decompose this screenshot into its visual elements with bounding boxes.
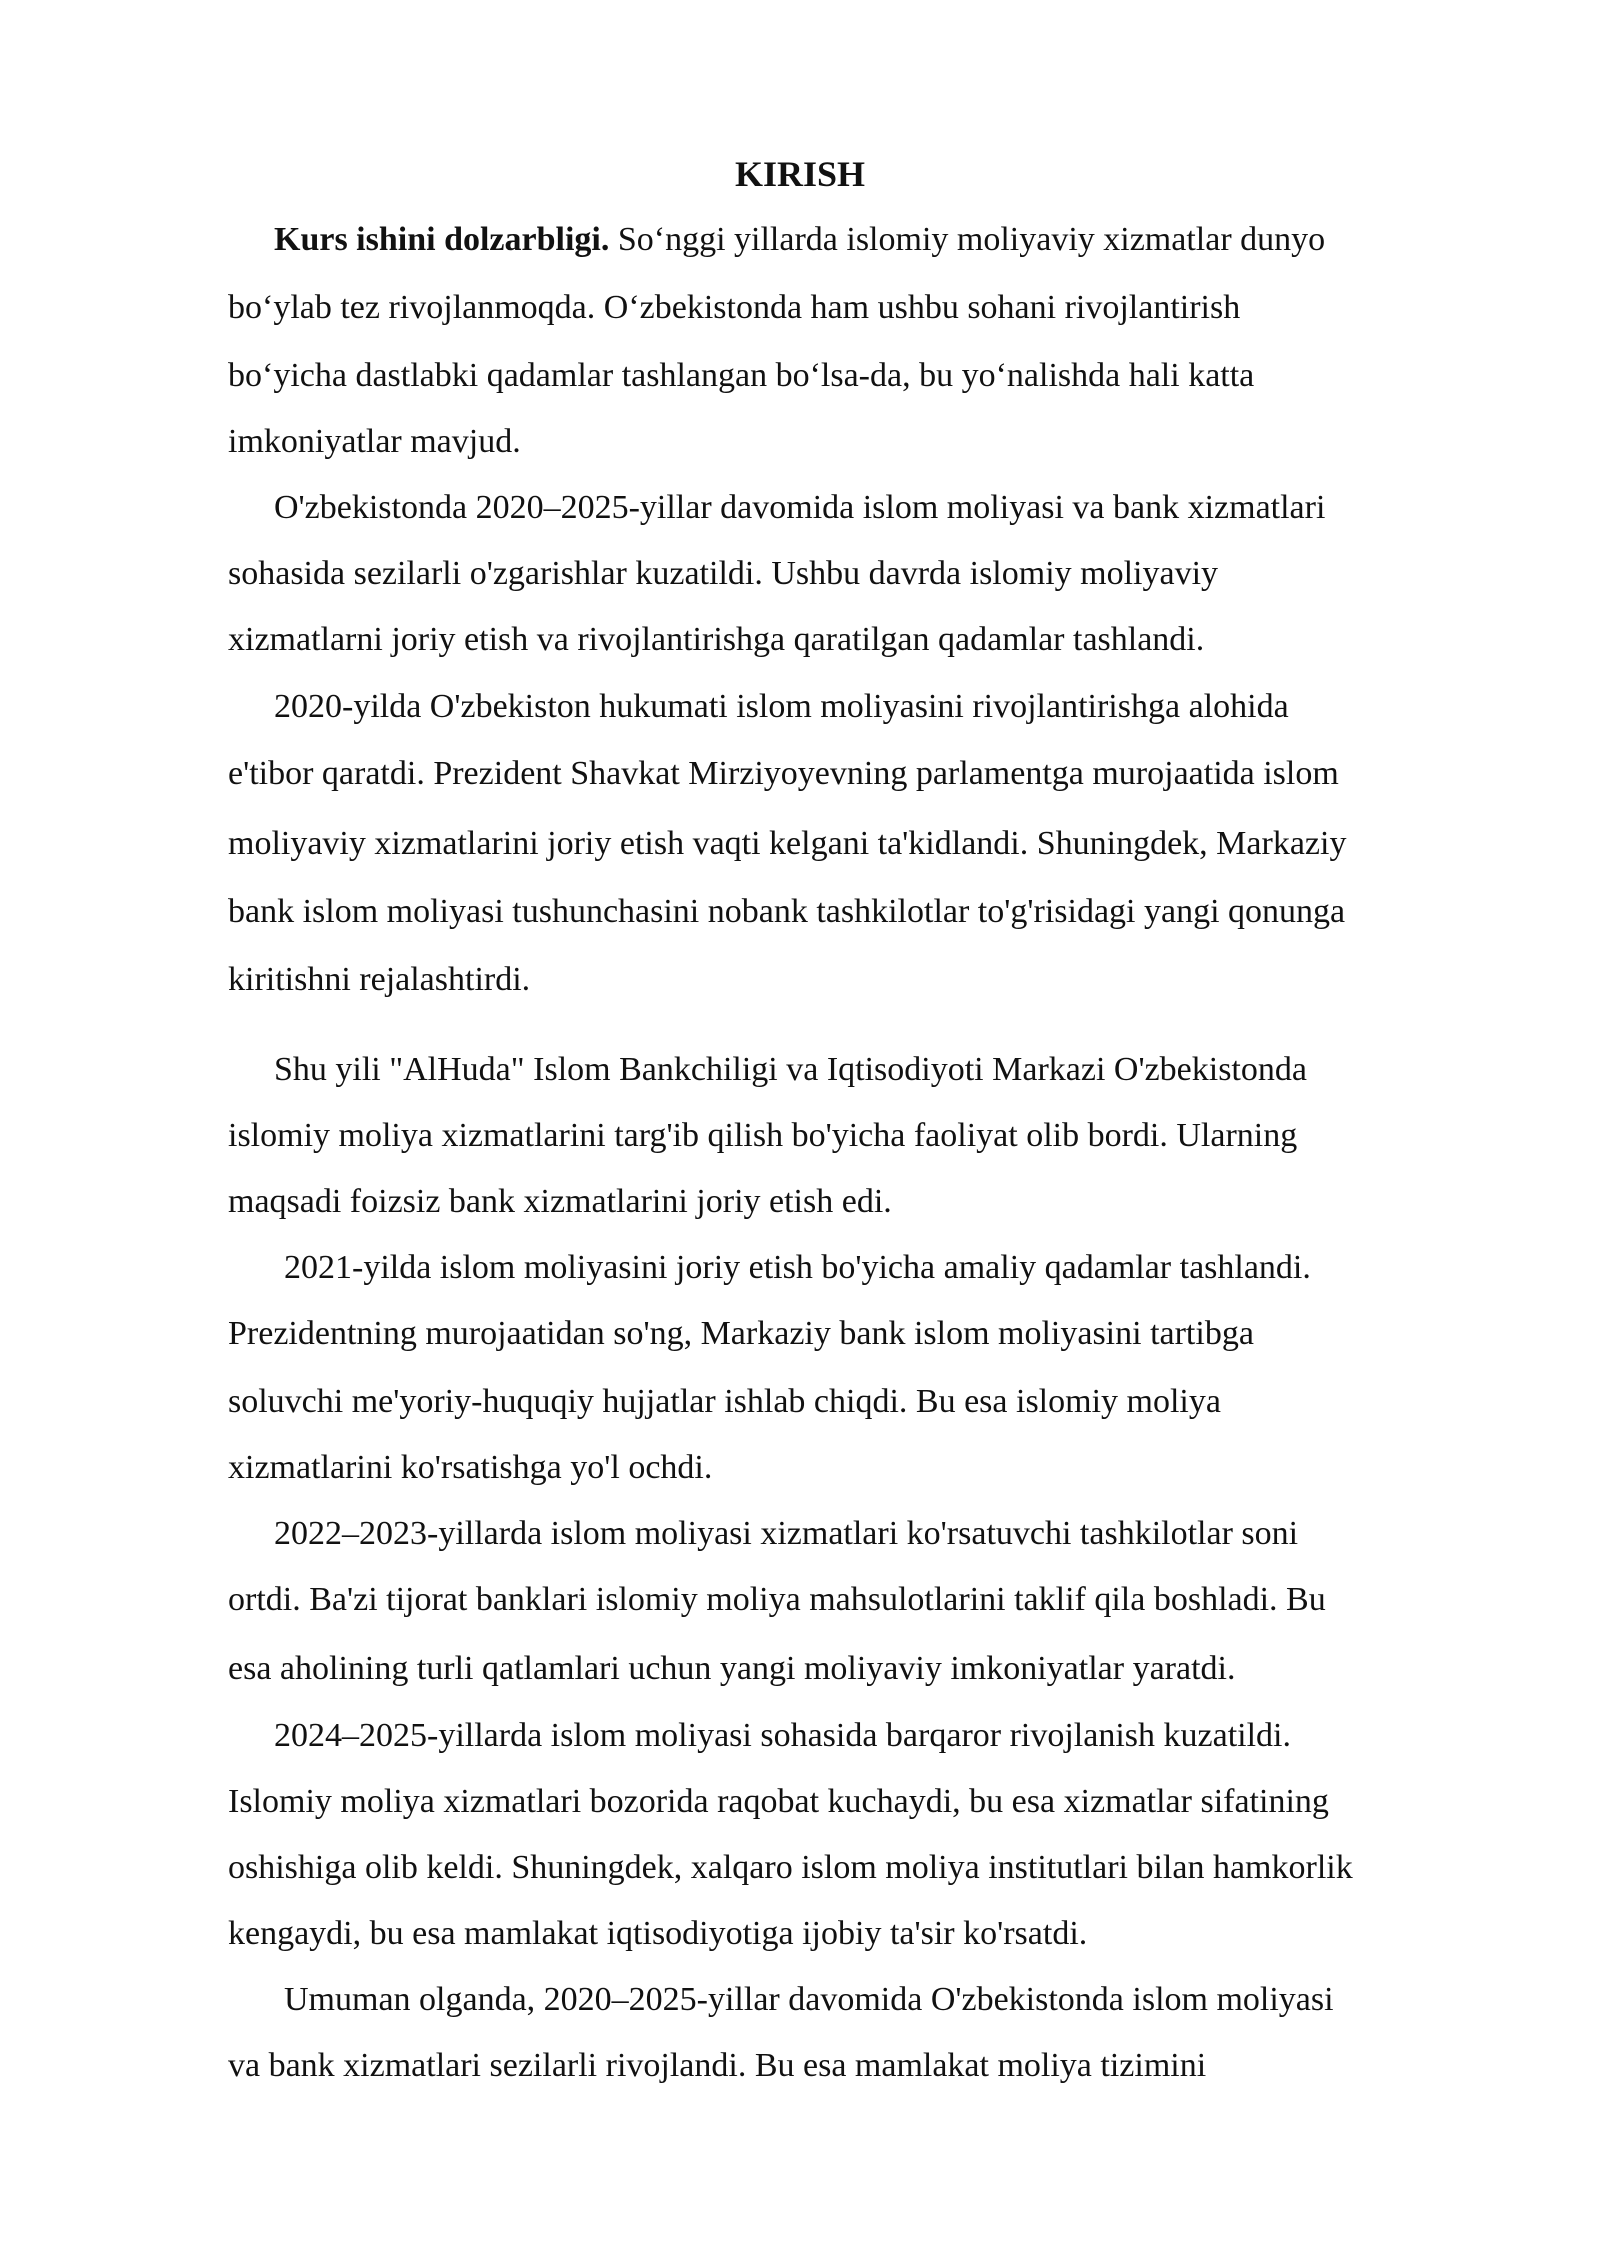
paragraph-line: Umuman olganda, 2020–2025-yillar davomida O'zbekistonda islom moliyasi xyxy=(284,1981,1334,2018)
paragraph-line: va bank xizmatlari sezilarli rivojlandi. Bu esa mamlakat moliya tizimini xyxy=(228,2047,1207,2084)
paragraph-line: 2020-yilda O'zbekiston hukumati islom moliyasini rivojlantirishga alohida xyxy=(274,688,1289,725)
paragraph-line: maqsadi foizsiz bank xizmatlarini joriy etish edi. xyxy=(228,1183,892,1220)
paragraph-line: islomiy moliya xizmatlarini targ'ib qilish bo'yicha faoliyat olib bordi. Ularning xyxy=(228,1117,1298,1154)
paragraph-line: ortdi. Ba'zi tijorat banklari islomiy moliya mahsulotlarini taklif qila boshladi. Bu xyxy=(228,1581,1326,1618)
paragraph-line: xizmatlarini ko'rsatishga yo'l ochdi. xyxy=(228,1449,713,1486)
paragraph-line: kengaydi, bu esa mamlakat iqtisodiyotiga ijobiy ta'sir ko'rsatdi. xyxy=(228,1915,1088,1952)
paragraph-line: oshishiga olib keldi. Shuningdek, xalqaro islom moliya institutlari bilan hamkorlik xyxy=(228,1849,1353,1886)
lead-bold-text: Kurs ishini dolzarbligi. xyxy=(274,221,610,258)
paragraph-line: Shu yili "AlHuda" Islom Bankchiligi va Iqtisodiyoti Markazi O'zbekistonda xyxy=(274,1051,1307,1088)
paragraph-line: moliyaviy xizmatlarini joriy etish vaqti kelgani ta'kidlandi. Shuningdek, Markaziy xyxy=(228,825,1347,862)
paragraph-line: e'tibor qaratdi. Prezident Shavkat Mirziyoyevning parlamentga murojaatida islom xyxy=(228,755,1339,792)
paragraph-line: Islomiy moliya xizmatlari bozorida raqobat kuchaydi, bu esa xizmatlar sifatining xyxy=(228,1783,1329,1820)
paragraph-line: esa aholining turli qatlamlari uchun yangi moliyaviy imkoniyatlar yaratdi. xyxy=(228,1650,1236,1687)
lead-line-text: So‘nggi yillarda islomiy moliyaviy xizmatlar dunyo xyxy=(609,221,1326,258)
paragraph-line: 2021-yilda islom moliyasini joriy etish bo'yicha amaliy qadamlar tashlandi. xyxy=(284,1249,1311,1286)
paragraph-line: soluvchi me'yoriy-huquqiy hujjatlar ishlab chiqdi. Bu esa islomiy moliya xyxy=(228,1383,1221,1420)
paragraph-line: sohasida sezilarli o'zgarishlar kuzatildi. Ushbu davrda islomiy moliyaviy xyxy=(228,555,1219,592)
paragraph-line: bo‘ylab tez rivojlanmoqda. O‘zbekistonda ham ushbu sohani rivojlantirish xyxy=(228,289,1241,326)
page-heading: KIRISH xyxy=(734,154,866,194)
paragraph-line: 2022–2023-yillarda islom moliyasi xizmatlari ko'rsatuvchi tashkilotlar soni xyxy=(274,1515,1299,1552)
paragraph-line: bo‘yicha dastlabki qadamlar tashlangan bo‘lsa-da, bu yo‘nalishda hali katta xyxy=(228,357,1255,394)
paragraph-line: Prezidentning murojaatidan so'ng, Markaziy bank islom moliyasini tartibga xyxy=(228,1315,1254,1352)
paragraph-line: imkoniyatlar mavjud. xyxy=(228,423,521,460)
paragraph-line xyxy=(274,218,1325,262)
paragraph-line: bank islom moliyasi tushunchasini nobank tashkilotlar to'g'risidagi yangi qonunga xyxy=(228,893,1346,930)
paragraph-line: xizmatlarni joriy etish va rivojlantirishga qaratilgan qadamlar tashlandi. xyxy=(228,621,1205,658)
paragraph-line: O'zbekistonda 2020–2025-yillar davomida islom moliyasi va bank xizmatlari xyxy=(274,489,1326,526)
paragraph-line: 2024–2025-yillarda islom moliyasi sohasida barqaror rivojlanish kuzatildi. xyxy=(274,1717,1291,1754)
paragraph-line: kiritishni rejalashtirdi. xyxy=(228,961,531,998)
